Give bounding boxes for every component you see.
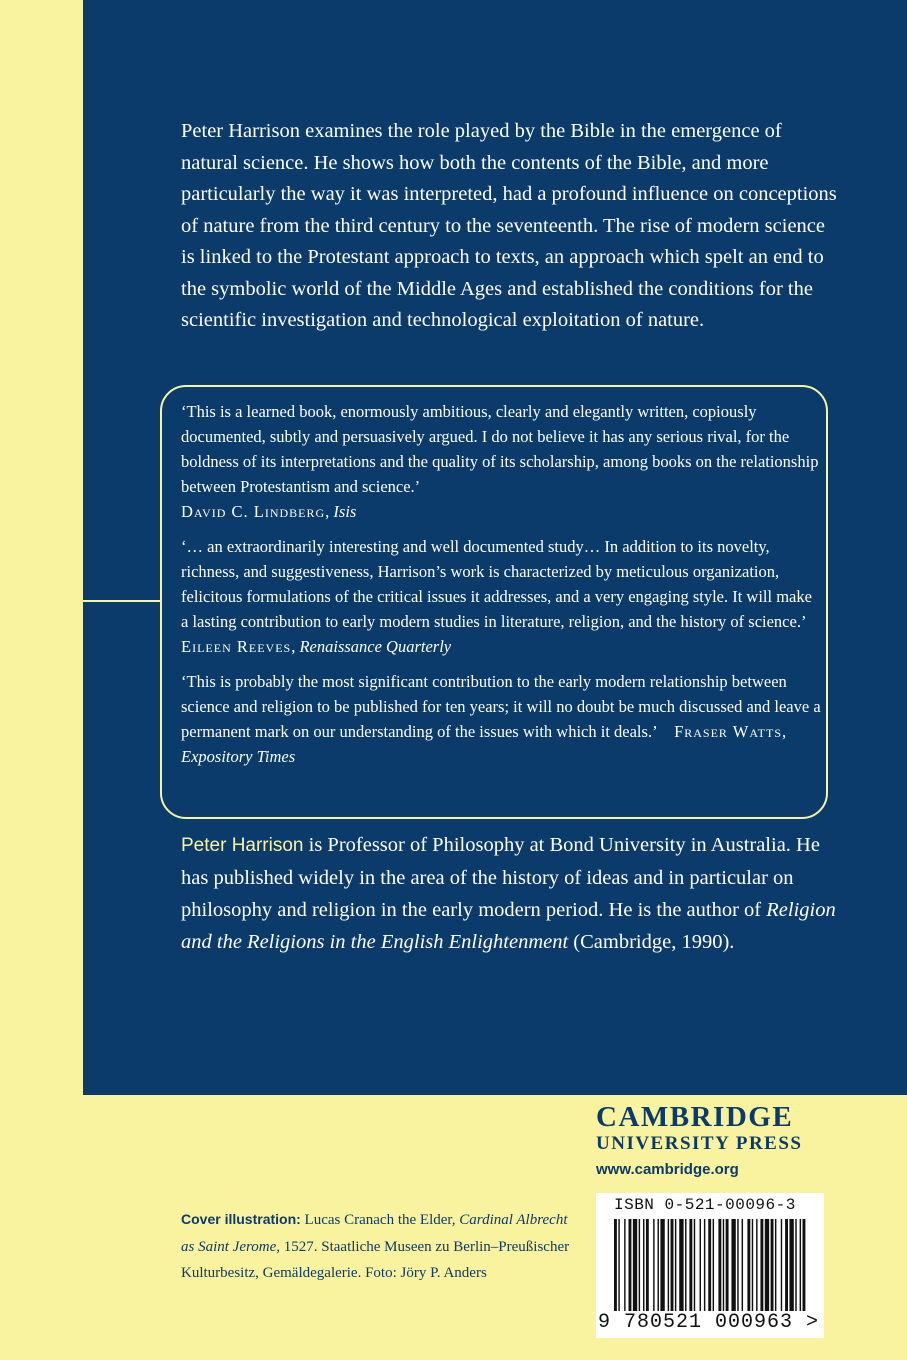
barcode-bar	[752, 1219, 753, 1323]
barcode-bar	[618, 1219, 619, 1323]
cover-credit-details: , 1527. Staatliche Museen zu Berlin–Preußischer Kulturbesitz, Gemäldegalerie. Foto: Jöry P. Anders	[181, 1238, 570, 1281]
barcode-bar	[731, 1219, 735, 1323]
barcode-bar	[726, 1219, 729, 1323]
barcode-bar	[675, 1219, 676, 1323]
cover-credit-label: Cover illustration:	[181, 1211, 301, 1227]
barcode-bar	[679, 1219, 683, 1323]
reviewer-name: Fraser Watts	[674, 722, 782, 741]
bio-text-end: (Cambridge, 1990).	[568, 931, 735, 953]
barcode-bar	[760, 1219, 763, 1323]
barcode-bar	[653, 1219, 654, 1323]
barcode-bar	[660, 1219, 664, 1323]
reviewer-name: David C. Lindberg	[181, 502, 326, 521]
barcode-bar	[694, 1219, 695, 1323]
barcode-bar	[643, 1219, 644, 1323]
publisher-url: www.cambridge.org	[596, 1161, 739, 1178]
publisher-name: CAMBRIDGE	[596, 1101, 794, 1133]
barcode-bar	[633, 1219, 637, 1323]
barcode-bar	[718, 1219, 721, 1323]
barcode-bar	[765, 1219, 769, 1323]
review-source: Expository Times	[181, 747, 296, 766]
barcode-bar	[803, 1219, 806, 1323]
barcode-bar	[785, 1219, 788, 1323]
review-1	[181, 399, 821, 524]
barcode-bar	[614, 1219, 617, 1323]
author-bio	[181, 829, 841, 958]
review-source: Isis	[333, 502, 357, 521]
barcode-bar	[704, 1219, 705, 1323]
review-attribution: Eileen Reeves, Renaissance Quarterly	[181, 637, 452, 656]
barcode-bar	[685, 1219, 686, 1323]
book-description: Peter Harrison examines the role played by the Bible in the emergence of natural science. He shows how both the contents of the Bible, and more particularly the way it was interpreted, had a profound influence on conceptions of nature from the third century to the seventeenth. The rise of modern science is linked to the Protestant approach to texts, an approach which spelt an end to the symbolic world of the Middle Ages and established the conditions for the scientific investigation and technological exploitation of nature.	[181, 120, 837, 331]
isbn-barcode	[596, 1193, 824, 1338]
bio-book-title: Religion and the Religions in the English Enlightenment	[181, 899, 836, 953]
reviewer-name: Eileen Reeves	[181, 637, 292, 656]
barcode-bar	[639, 1219, 640, 1323]
barcode-bar	[800, 1219, 801, 1323]
reviews-list	[181, 399, 821, 779]
barcode-bar	[624, 1219, 625, 1323]
bio-text: is Professor of Philosophy at Bond University in Australia. He has published widely in the area of the history of ideas and in particular on philosophy and religion in the early modern period. He is the author of	[181, 834, 820, 921]
review-text: ‘This is probably the most significant contribution to the early modern relationship between science and religion to be published for ten years; it will no doubt be much discussed and leave a permanent mark on our understanding of the issues with which it deals.’	[181, 672, 821, 741]
barcode-bar	[747, 1219, 750, 1323]
barcode-bar	[689, 1219, 692, 1323]
barcode-bar	[789, 1219, 793, 1323]
review-2	[181, 534, 821, 659]
barcode-digits: 9 780521 000963 >	[598, 1311, 820, 1334]
author-name: Peter Harrison	[181, 835, 304, 856]
cover-credit-artist: Lucas Cranach the Elder,	[300, 1212, 460, 1228]
barcode-bar	[781, 1219, 782, 1323]
review-attribution: David C. Lindberg, Isis	[181, 502, 357, 521]
review-3: ‘This is probably the most significant contribution to the early modern relationship between science and religion to be published for ten years; it will no doubt be much discussed and leave a permanent mark on our understanding of the issues with which it deals.’ Fraser Watts, Expository Times	[181, 672, 821, 766]
publisher-logo	[596, 1101, 826, 1178]
review-text: ‘… an extraordinarily interesting and well documented study… In addition to its novelty, richness, and suggestiveness, Harrison’s work is characterized by meticulous organization, felicitous formulations of the critical issues it addresses, and a very engaging style. It will make a lasting contribution to early modern studies in literature, religion, and the history of science.’	[181, 537, 812, 631]
barcode-bar	[658, 1219, 659, 1323]
cover-credit-work-title: Cardinal Albrecht as Saint Jerome	[181, 1212, 568, 1255]
barcode-bar	[795, 1219, 796, 1323]
barcode-bar	[713, 1219, 714, 1323]
publisher-subname: UNIVERSITY PRESS	[596, 1133, 803, 1154]
barcode-bar	[756, 1219, 757, 1323]
barcode-bar	[629, 1219, 632, 1323]
cover-credit	[181, 1206, 571, 1287]
barcode-bar	[708, 1219, 711, 1323]
isbn-label: ISBN 0-521-00096-3	[614, 1196, 796, 1214]
barcode-bar	[646, 1219, 649, 1323]
barcode-bar	[771, 1219, 774, 1323]
barcode-bar	[671, 1219, 674, 1323]
barcode-bar	[700, 1219, 701, 1323]
review-text: ‘This is a learned book, enormously ambitious, clearly and elegantly written, copiously documented, subtly and persuasively argued. I do not believe it has any serious rival, for the boldness of its interpretations and the quality of its scholarship, among books on the relationship between Protestantism and science.’	[181, 402, 819, 496]
barcode-bar	[742, 1219, 743, 1323]
barcode-bar	[737, 1219, 738, 1323]
review-source: Renaissance Quarterly	[299, 637, 452, 656]
barcode-bar	[668, 1219, 669, 1323]
barcode-bar	[775, 1219, 776, 1323]
quote-box-connector-line	[83, 600, 161, 602]
barcode-bar	[723, 1219, 724, 1323]
barcode-bars	[602, 1219, 818, 1323]
